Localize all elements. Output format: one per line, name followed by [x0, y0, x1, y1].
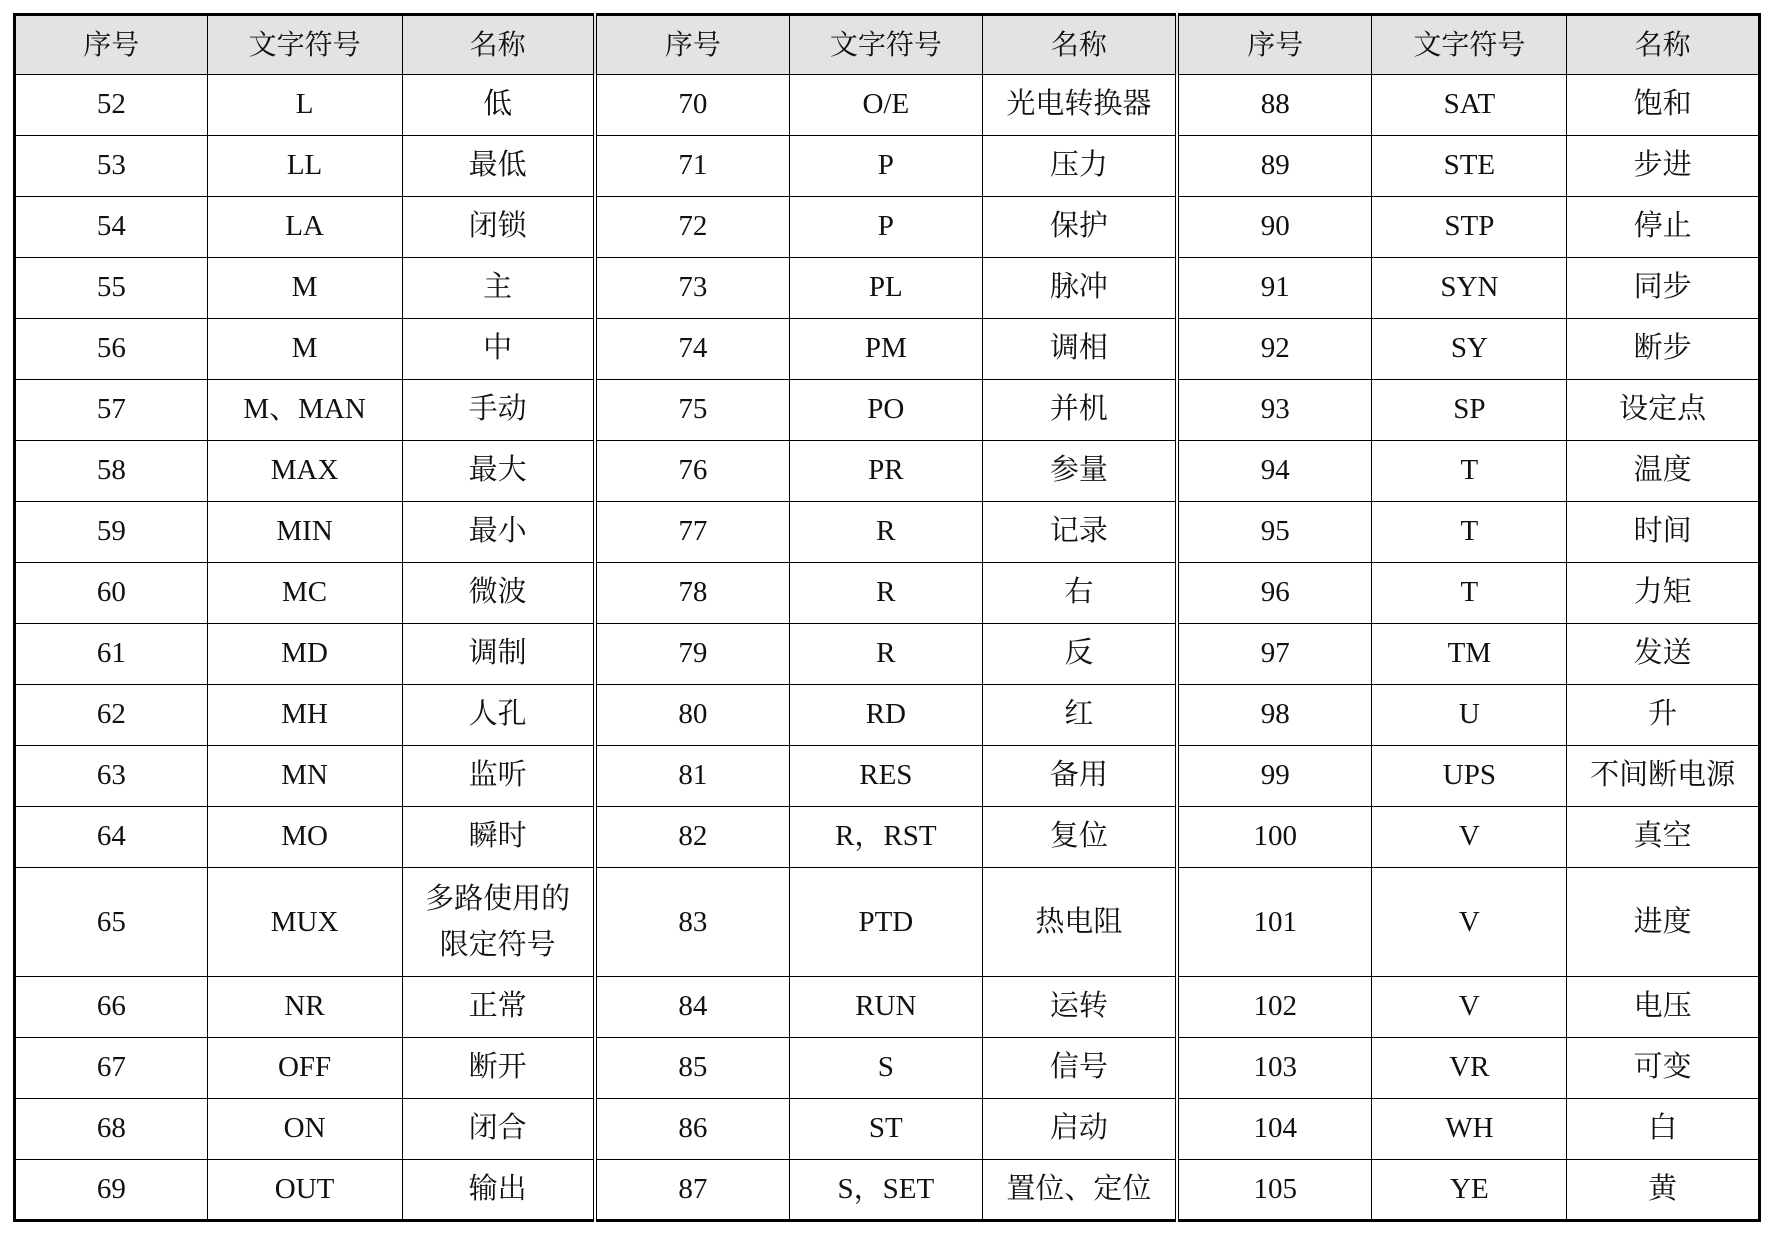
table-row: [15, 807, 1760, 868]
cell-name-3: 温度: [1567, 441, 1760, 502]
cell-symbol-2: RES: [790, 746, 983, 807]
cell-name-1: 正常: [402, 977, 595, 1038]
table-row: [15, 136, 1760, 197]
cell-index-1: 52: [15, 75, 208, 136]
cell-name-1: 调制: [402, 624, 595, 685]
header-symbol-2: 文字符号: [790, 15, 983, 75]
cell-symbol-1: MH: [207, 685, 402, 746]
cell-index-2: 81: [595, 746, 790, 807]
cell-symbol-1: OFF: [207, 1038, 402, 1099]
cell-symbol-1: MN: [207, 746, 402, 807]
cell-symbol-2: ST: [790, 1099, 983, 1160]
cell-name-1: 人孔: [402, 685, 595, 746]
cell-symbol-1: M: [207, 319, 402, 380]
table-row: [15, 685, 1760, 746]
cell-name-2: 红: [982, 685, 1177, 746]
cell-name-3: 时间: [1567, 502, 1760, 563]
cell-name-2: 记录: [982, 502, 1177, 563]
cell-index-3: 91: [1177, 258, 1372, 319]
table-row: [15, 563, 1760, 624]
header-row: [15, 15, 1760, 75]
cell-index-2: 82: [595, 807, 790, 868]
cell-symbol-2: PL: [790, 258, 983, 319]
cell-index-2: 84: [595, 977, 790, 1038]
cell-index-1: 53: [15, 136, 208, 197]
table-row: [15, 197, 1760, 258]
cell-index-1: 67: [15, 1038, 208, 1099]
cell-name-1: 闭合: [402, 1099, 595, 1160]
cell-symbol-3: V: [1372, 977, 1567, 1038]
cell-index-2: 85: [595, 1038, 790, 1099]
cell-name-1: 输出: [402, 1160, 595, 1221]
cell-symbol-3: T: [1372, 563, 1567, 624]
cell-name-2: 启动: [982, 1099, 1177, 1160]
cell-symbol-1: MUX: [207, 868, 402, 977]
cell-index-1: 64: [15, 807, 208, 868]
cell-name-2: 压力: [982, 136, 1177, 197]
cell-index-1: 61: [15, 624, 208, 685]
cell-symbol-3: SP: [1372, 380, 1567, 441]
cell-index-2: 80: [595, 685, 790, 746]
cell-symbol-3: U: [1372, 685, 1567, 746]
cell-index-1: 57: [15, 380, 208, 441]
cell-symbol-3: SY: [1372, 319, 1567, 380]
cell-name-3: 进度: [1567, 868, 1760, 977]
cell-symbol-3: SYN: [1372, 258, 1567, 319]
cell-name-3: 设定点: [1567, 380, 1760, 441]
cell-symbol-1: LL: [207, 136, 402, 197]
cell-index-2: 78: [595, 563, 790, 624]
cell-name-3: 力矩: [1567, 563, 1760, 624]
cell-symbol-1: L: [207, 75, 402, 136]
cell-index-3: 98: [1177, 685, 1372, 746]
cell-index-2: 87: [595, 1160, 790, 1221]
cell-name-2: 调相: [982, 319, 1177, 380]
cell-symbol-3: V: [1372, 807, 1567, 868]
table-row: [15, 746, 1760, 807]
cell-index-3: 96: [1177, 563, 1372, 624]
cell-symbol-3: UPS: [1372, 746, 1567, 807]
cell-name-3: 不间断电源: [1567, 746, 1760, 807]
cell-name-2: 备用: [982, 746, 1177, 807]
cell-index-2: 86: [595, 1099, 790, 1160]
cell-symbol-3: WH: [1372, 1099, 1567, 1160]
cell-symbol-3: T: [1372, 502, 1567, 563]
table-row: [15, 380, 1760, 441]
cell-index-3: 105: [1177, 1160, 1372, 1221]
cell-index-3: 88: [1177, 75, 1372, 136]
cell-symbol-2: RUN: [790, 977, 983, 1038]
cell-index-2: 71: [595, 136, 790, 197]
table-body: [15, 75, 1760, 1221]
cell-symbol-2: P: [790, 136, 983, 197]
cell-index-3: 97: [1177, 624, 1372, 685]
cell-name-2: 复位: [982, 807, 1177, 868]
cell-symbol-3: V: [1372, 868, 1567, 977]
header-name-2: 名称: [982, 15, 1177, 75]
cell-symbol-3: TM: [1372, 624, 1567, 685]
cell-name-2: 并机: [982, 380, 1177, 441]
cell-index-1: 59: [15, 502, 208, 563]
table-header: [15, 15, 1760, 75]
cell-name-2: 信号: [982, 1038, 1177, 1099]
cell-name-2: 置位、定位: [982, 1160, 1177, 1221]
cell-index-1: 54: [15, 197, 208, 258]
cell-index-3: 95: [1177, 502, 1372, 563]
cell-index-3: 102: [1177, 977, 1372, 1038]
cell-symbol-1: MD: [207, 624, 402, 685]
cell-index-3: 89: [1177, 136, 1372, 197]
table-row: [15, 1099, 1760, 1160]
cell-symbol-2: PR: [790, 441, 983, 502]
cell-index-1: 56: [15, 319, 208, 380]
cell-name-1: 最大: [402, 441, 595, 502]
cell-symbol-2: S，SET: [790, 1160, 983, 1221]
cell-index-3: 104: [1177, 1099, 1372, 1160]
header-name-1: 名称: [402, 15, 595, 75]
cell-index-1: 60: [15, 563, 208, 624]
cell-name-2: 运转: [982, 977, 1177, 1038]
header-index-2: 序号: [595, 15, 790, 75]
cell-index-1: 65: [15, 868, 208, 977]
cell-name-3: 黄: [1567, 1160, 1760, 1221]
cell-name-2: 保护: [982, 197, 1177, 258]
cell-name-2: 光电转换器: [982, 75, 1177, 136]
table-row: [15, 75, 1760, 136]
cell-index-2: 72: [595, 197, 790, 258]
cell-symbol-3: SAT: [1372, 75, 1567, 136]
cell-name-1: 监听: [402, 746, 595, 807]
cell-symbol-1: M、MAN: [207, 380, 402, 441]
cell-symbol-1: OUT: [207, 1160, 402, 1221]
cell-name-3: 饱和: [1567, 75, 1760, 136]
cell-index-2: 75: [595, 380, 790, 441]
cell-name-3: 可变: [1567, 1038, 1760, 1099]
cell-name-2: 参量: [982, 441, 1177, 502]
cell-index-1: 55: [15, 258, 208, 319]
cell-index-3: 90: [1177, 197, 1372, 258]
cell-symbol-3: STP: [1372, 197, 1567, 258]
cell-index-1: 63: [15, 746, 208, 807]
cell-name-3: 停止: [1567, 197, 1760, 258]
table-row: [15, 441, 1760, 502]
cell-name-1: 断开: [402, 1038, 595, 1099]
cell-symbol-1: MO: [207, 807, 402, 868]
cell-index-2: 74: [595, 319, 790, 380]
cell-symbol-2: PM: [790, 319, 983, 380]
cell-symbol-2: R，RST: [790, 807, 983, 868]
table-row: [15, 1038, 1760, 1099]
cell-symbol-1: M: [207, 258, 402, 319]
cell-name-1: 中: [402, 319, 595, 380]
cell-name-1: 最低: [402, 136, 595, 197]
cell-name-3: 发送: [1567, 624, 1760, 685]
cell-symbol-3: VR: [1372, 1038, 1567, 1099]
cell-symbol-3: YE: [1372, 1160, 1567, 1221]
cell-index-2: 73: [595, 258, 790, 319]
table-row: [15, 977, 1760, 1038]
cell-index-2: 79: [595, 624, 790, 685]
cell-name-1: 最小: [402, 502, 595, 563]
cell-symbol-2: R: [790, 563, 983, 624]
cell-index-1: 66: [15, 977, 208, 1038]
cell-index-3: 103: [1177, 1038, 1372, 1099]
cell-symbol-2: PO: [790, 380, 983, 441]
cell-index-3: 100: [1177, 807, 1372, 868]
cell-index-2: 70: [595, 75, 790, 136]
cell-symbol-1: LA: [207, 197, 402, 258]
cell-index-2: 77: [595, 502, 790, 563]
cell-name-3: 同步: [1567, 258, 1760, 319]
cell-name-3: 电压: [1567, 977, 1760, 1038]
header-symbol-3: 文字符号: [1372, 15, 1567, 75]
cell-name-2: 热电阻: [982, 868, 1177, 977]
cell-name-2: 右: [982, 563, 1177, 624]
cell-symbol-2: R: [790, 624, 983, 685]
cell-name-3: 真空: [1567, 807, 1760, 868]
cell-index-1: 69: [15, 1160, 208, 1221]
cell-name-1: 瞬时: [402, 807, 595, 868]
cell-name-3: 升: [1567, 685, 1760, 746]
cell-name-3: 步进: [1567, 136, 1760, 197]
header-symbol-1: 文字符号: [207, 15, 402, 75]
cell-index-2: 76: [595, 441, 790, 502]
cell-name-2: 反: [982, 624, 1177, 685]
cell-name-2: 脉冲: [982, 258, 1177, 319]
table-row: [15, 319, 1760, 380]
cell-name-1: 微波: [402, 563, 595, 624]
cell-index-3: 92: [1177, 319, 1372, 380]
cell-name-1: 手动: [402, 380, 595, 441]
table-row: [15, 1160, 1760, 1221]
table-row: [15, 624, 1760, 685]
cell-name-1: 低: [402, 75, 595, 136]
cell-symbol-2: PTD: [790, 868, 983, 977]
cell-symbol-3: T: [1372, 441, 1567, 502]
cell-symbol-3: STE: [1372, 136, 1567, 197]
symbol-table: [13, 13, 1761, 1222]
cell-name-3: 白: [1567, 1099, 1760, 1160]
cell-index-1: 68: [15, 1099, 208, 1160]
table-row: [15, 258, 1760, 319]
cell-index-3: 99: [1177, 746, 1372, 807]
cell-symbol-1: MAX: [207, 441, 402, 502]
cell-symbol-1: MIN: [207, 502, 402, 563]
header-name-3: 名称: [1567, 15, 1760, 75]
cell-symbol-1: MC: [207, 563, 402, 624]
cell-index-1: 62: [15, 685, 208, 746]
cell-symbol-2: O/E: [790, 75, 983, 136]
table-row: [15, 502, 1760, 563]
cell-name-3: 断步: [1567, 319, 1760, 380]
cell-name-1: 闭锁: [402, 197, 595, 258]
cell-symbol-2: RD: [790, 685, 983, 746]
cell-index-3: 101: [1177, 868, 1372, 977]
cell-symbol-2: S: [790, 1038, 983, 1099]
cell-index-3: 94: [1177, 441, 1372, 502]
header-index-3: 序号: [1177, 15, 1372, 75]
cell-name-1: 多路使用的 限定符号: [402, 868, 595, 977]
cell-symbol-2: R: [790, 502, 983, 563]
header-index-1: 序号: [15, 15, 208, 75]
cell-symbol-1: ON: [207, 1099, 402, 1160]
table-row: [15, 868, 1760, 977]
cell-index-3: 93: [1177, 380, 1372, 441]
cell-symbol-2: P: [790, 197, 983, 258]
cell-name-1: 主: [402, 258, 595, 319]
cell-symbol-1: NR: [207, 977, 402, 1038]
cell-index-1: 58: [15, 441, 208, 502]
cell-index-2: 83: [595, 868, 790, 977]
